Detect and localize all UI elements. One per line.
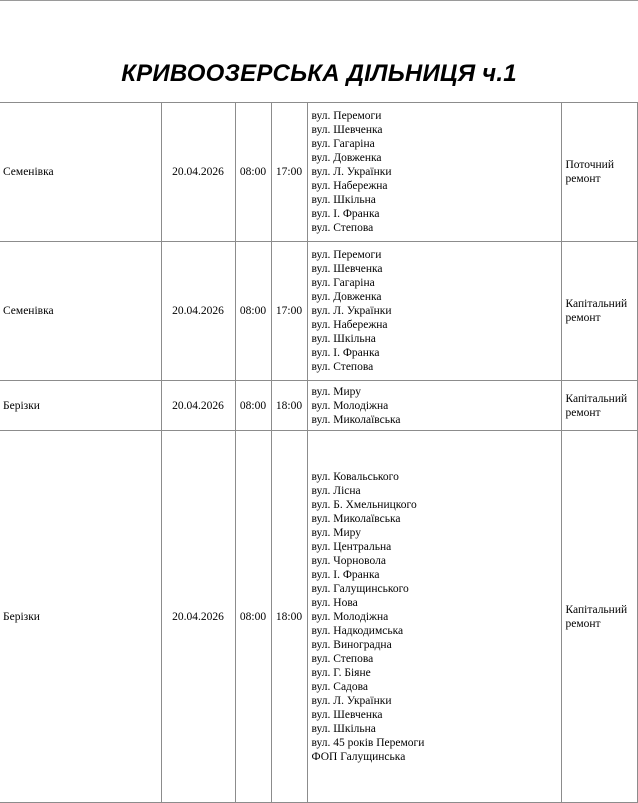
date-cell: 20.04.2026: [161, 381, 235, 431]
work-type-label: Капітальний ремонт: [565, 603, 628, 630]
street-item: вул. Шевченка: [311, 263, 383, 275]
street-item: вул. Чорновола: [311, 554, 386, 567]
street-item: вул. І. Франка: [311, 347, 380, 359]
street-item: ФОП Галущинська: [311, 750, 406, 763]
street-item: вул. Л. Українки: [311, 166, 392, 178]
street-item: вул. Садова: [311, 680, 369, 693]
village-cell: Семенівка: [0, 242, 161, 381]
streets-cell: [307, 431, 561, 803]
table-row: [0, 431, 637, 803]
street-item: вул. 45 років Перемоги: [311, 736, 425, 749]
street-item: вул. Галущинського: [311, 582, 409, 595]
street-item: вул. Шевченка: [311, 708, 383, 721]
street-item: вул. Л. Українки: [311, 305, 392, 317]
street-item: вул. І. Франка: [311, 208, 380, 220]
street-item: вул. Шкільна: [311, 194, 376, 206]
date-cell: 20.04.2026: [161, 431, 235, 803]
street-item: вул. Ковальського: [311, 470, 399, 483]
end-time-cell: 17:00: [271, 242, 307, 381]
work-type-cell: [561, 431, 637, 803]
work-type-label: Капітальний ремонт: [565, 298, 628, 324]
street-item: вул. Довженка: [311, 291, 382, 303]
street-item: вул. Миколаївська: [311, 512, 401, 525]
street-item: вул. Перемоги: [311, 110, 382, 122]
street-item: вул. Шкільна: [311, 722, 376, 735]
date-cell: 20.04.2026: [161, 242, 235, 381]
village-cell: Берізки: [0, 431, 161, 803]
street-item: вул. Набережна: [311, 180, 388, 192]
table-row: [0, 103, 637, 242]
street-item: вул. Виноградна: [311, 638, 392, 651]
street-item: вул. Нова: [311, 596, 358, 609]
village-cell: Семенівка: [0, 103, 161, 242]
page-title: КРИВООЗЕРСЬКА ДІЛЬНИЦЯ ч.1: [121, 60, 517, 87]
street-item: вул. Степова: [311, 222, 374, 234]
work-type-cell: [561, 242, 637, 381]
street-item: вул. Гагаріна: [311, 138, 375, 150]
end-time-cell: 17:00: [271, 103, 307, 242]
street-item: вул. Гагаріна: [311, 277, 375, 289]
street-item: вул. Молодіжна: [311, 610, 389, 623]
street-item: вул. Шкільна: [311, 333, 376, 345]
work-type-cell: [561, 103, 637, 242]
start-time-cell: 08:00: [235, 242, 271, 381]
end-time-cell: 18:00: [271, 381, 307, 431]
end-time-cell: 18:00: [271, 431, 307, 803]
street-item: вул. Центральна: [311, 540, 392, 553]
streets-cell: [307, 381, 561, 431]
table-row: [0, 381, 637, 431]
street-item: вул. І. Франка: [311, 568, 380, 581]
top-border: [0, 0, 638, 1]
street-item: вул. Миру: [311, 385, 361, 398]
start-time-cell: 08:00: [235, 103, 271, 242]
street-item: вул. Шевченка: [311, 124, 383, 136]
street-item: вул. Довженка: [311, 152, 382, 164]
street-item: вул. Набережна: [311, 319, 388, 331]
start-time-cell: 08:00: [235, 381, 271, 431]
street-item: вул. Перемоги: [311, 249, 382, 261]
street-item: вул. Степова: [311, 652, 374, 665]
work-type-label: Капітальний ремонт: [565, 392, 628, 419]
streets-cell: [307, 242, 561, 381]
street-item: вул. Миру: [311, 526, 361, 539]
street-item: вул. Степова: [311, 361, 374, 373]
start-time-cell: 08:00: [235, 431, 271, 803]
street-item: вул. Л. Українки: [311, 694, 392, 707]
street-item: вул. Миколаївська: [311, 413, 401, 426]
street-item: вул. Г. Біяне: [311, 666, 371, 679]
outage-schedule-table: [0, 102, 638, 803]
street-item: вул. Надкодимська: [311, 624, 404, 637]
street-item: вул. Б. Хмельницкого: [311, 498, 417, 511]
village-cell: Берізки: [0, 381, 161, 431]
table-body: [0, 103, 637, 803]
work-type-cell: [561, 381, 637, 431]
date-cell: 20.04.2026: [161, 103, 235, 242]
table-row: [0, 242, 637, 381]
work-type-label: Поточний ремонт: [565, 159, 614, 185]
street-item: вул. Лісна: [311, 484, 361, 497]
street-item: вул. Молодіжна: [311, 399, 389, 412]
streets-cell: [307, 103, 561, 242]
